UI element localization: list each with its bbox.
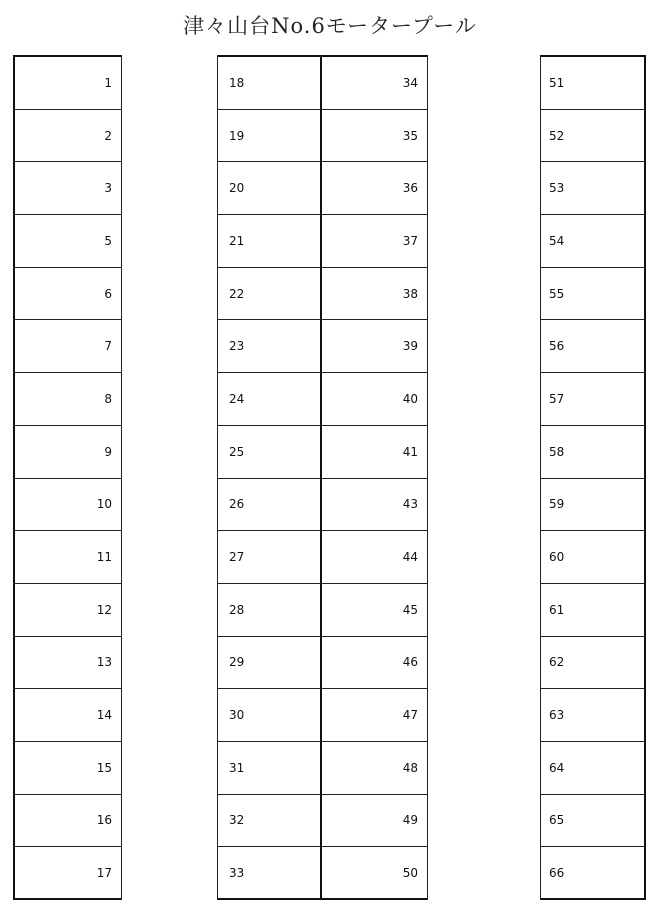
parking-stall [541,57,644,110]
parking-stall [541,795,644,848]
parking-stall [218,373,320,426]
stall-number: 66 [549,865,565,880]
stall-number: 46 [402,655,418,670]
parking-stall [15,268,121,321]
stall-number: 31 [229,760,245,775]
stall-number: 41 [402,444,418,459]
parking-stall [15,531,121,584]
stall-number: 6 [104,286,112,301]
stall-number: 62 [549,655,565,670]
stall-number: 60 [549,550,565,565]
parking-stall [541,742,644,795]
parking-stall [322,320,427,373]
stall-number: 51 [549,75,565,90]
parking-stall [15,584,121,637]
parking-stall [322,426,427,479]
parking-stall [218,320,320,373]
parking-stall [15,320,121,373]
parking-stall [218,742,320,795]
stall-number: 54 [549,233,565,248]
stall-number: 15 [96,760,112,775]
parking-stall [218,162,320,215]
stall-number: 32 [229,813,245,828]
stall-number: 16 [96,813,112,828]
parking-stall [541,426,644,479]
parking-stall [541,373,644,426]
stall-number: 23 [229,339,245,354]
stall-number: 57 [549,391,565,406]
parking-stall [541,479,644,532]
stall-number: 10 [96,497,112,512]
parking-stall [15,215,121,268]
stall-number: 44 [402,550,418,565]
stall-number: 25 [229,444,245,459]
parking-stall [322,479,427,532]
parking-stall [541,637,644,690]
parking-stall [541,268,644,321]
parking-stall [15,373,121,426]
parking-stall [15,689,121,742]
parking-column-center-right [322,55,428,900]
stall-number: 27 [229,550,245,565]
parking-stall [218,268,320,321]
parking-stall [541,320,644,373]
stall-number: 52 [549,128,565,143]
parking-stall [218,689,320,742]
stall-number: 26 [229,497,245,512]
parking-stall [322,847,427,900]
stall-number: 9 [104,444,112,459]
stall-number: 59 [549,497,565,512]
parking-stall [322,584,427,637]
parking-stall [322,162,427,215]
stall-number: 35 [402,128,418,143]
stall-number: 28 [229,602,245,617]
page-title: 津々山台No.6モータープール [183,14,477,38]
parking-stall [218,57,320,110]
parking-stall [15,847,121,900]
stall-number: 22 [229,286,245,301]
stall-number: 1 [104,75,112,90]
parking-stall [322,373,427,426]
stall-number: 33 [229,865,245,880]
parking-stall [541,162,644,215]
stall-number: 55 [549,286,565,301]
parking-stall [15,162,121,215]
parking-stall [322,110,427,163]
parking-column-right [540,55,646,900]
parking-stall [541,584,644,637]
stall-number: 2 [104,128,112,143]
parking-stall [322,531,427,584]
parking-stall [218,110,320,163]
parking-stall [541,110,644,163]
parking-stall [218,531,320,584]
stall-number: 18 [229,75,245,90]
stall-number: 37 [402,233,418,248]
parking-stall [15,426,121,479]
stall-number: 3 [104,181,112,196]
parking-stall [218,637,320,690]
stall-number: 61 [549,602,565,617]
stall-number: 34 [402,75,418,90]
stall-number: 21 [229,233,245,248]
stall-number: 5 [104,233,112,248]
parking-stall [218,479,320,532]
parking-stall [322,57,427,110]
parking-column-center-left [217,55,322,900]
stall-number: 65 [549,813,565,828]
stall-number: 39 [402,339,418,354]
stall-number: 38 [402,286,418,301]
stall-number: 12 [96,602,112,617]
stall-number: 63 [549,708,565,723]
parking-stall [15,110,121,163]
stall-number: 58 [549,444,565,459]
stall-number: 53 [549,181,565,196]
stall-number: 48 [402,760,418,775]
parking-stall [218,847,320,900]
stall-number: 64 [549,760,565,775]
stall-number: 43 [402,497,418,512]
parking-stall [322,689,427,742]
stall-number: 49 [402,813,418,828]
stall-number: 24 [229,391,245,406]
parking-stall [15,795,121,848]
parking-stall [322,268,427,321]
stall-number: 45 [402,602,418,617]
stall-number: 7 [104,339,112,354]
stall-number: 20 [229,181,245,196]
stall-number: 11 [96,550,112,565]
parking-stall [218,795,320,848]
parking-stall [322,637,427,690]
parking-stall [541,847,644,900]
stall-number: 14 [96,708,112,723]
stall-number: 40 [402,391,418,406]
parking-stall [218,426,320,479]
parking-stall [322,795,427,848]
stall-number: 8 [104,391,112,406]
parking-stall [541,689,644,742]
stall-number: 47 [402,708,418,723]
parking-stall [541,531,644,584]
parking-stall [218,215,320,268]
parking-stall [15,57,121,110]
parking-stall [322,215,427,268]
parking-stall [15,479,121,532]
stall-number: 29 [229,655,245,670]
parking-stall [15,637,121,690]
parking-stall [322,742,427,795]
parking-column-left [13,55,122,900]
stall-number: 36 [402,181,418,196]
stall-number: 17 [96,865,112,880]
stall-number: 19 [229,128,245,143]
parking-stall [15,742,121,795]
parking-stall [218,584,320,637]
stall-number: 56 [549,339,565,354]
stall-number: 50 [402,865,418,880]
parking-stall [541,215,644,268]
stall-number: 30 [229,708,245,723]
stall-number: 13 [96,655,112,670]
